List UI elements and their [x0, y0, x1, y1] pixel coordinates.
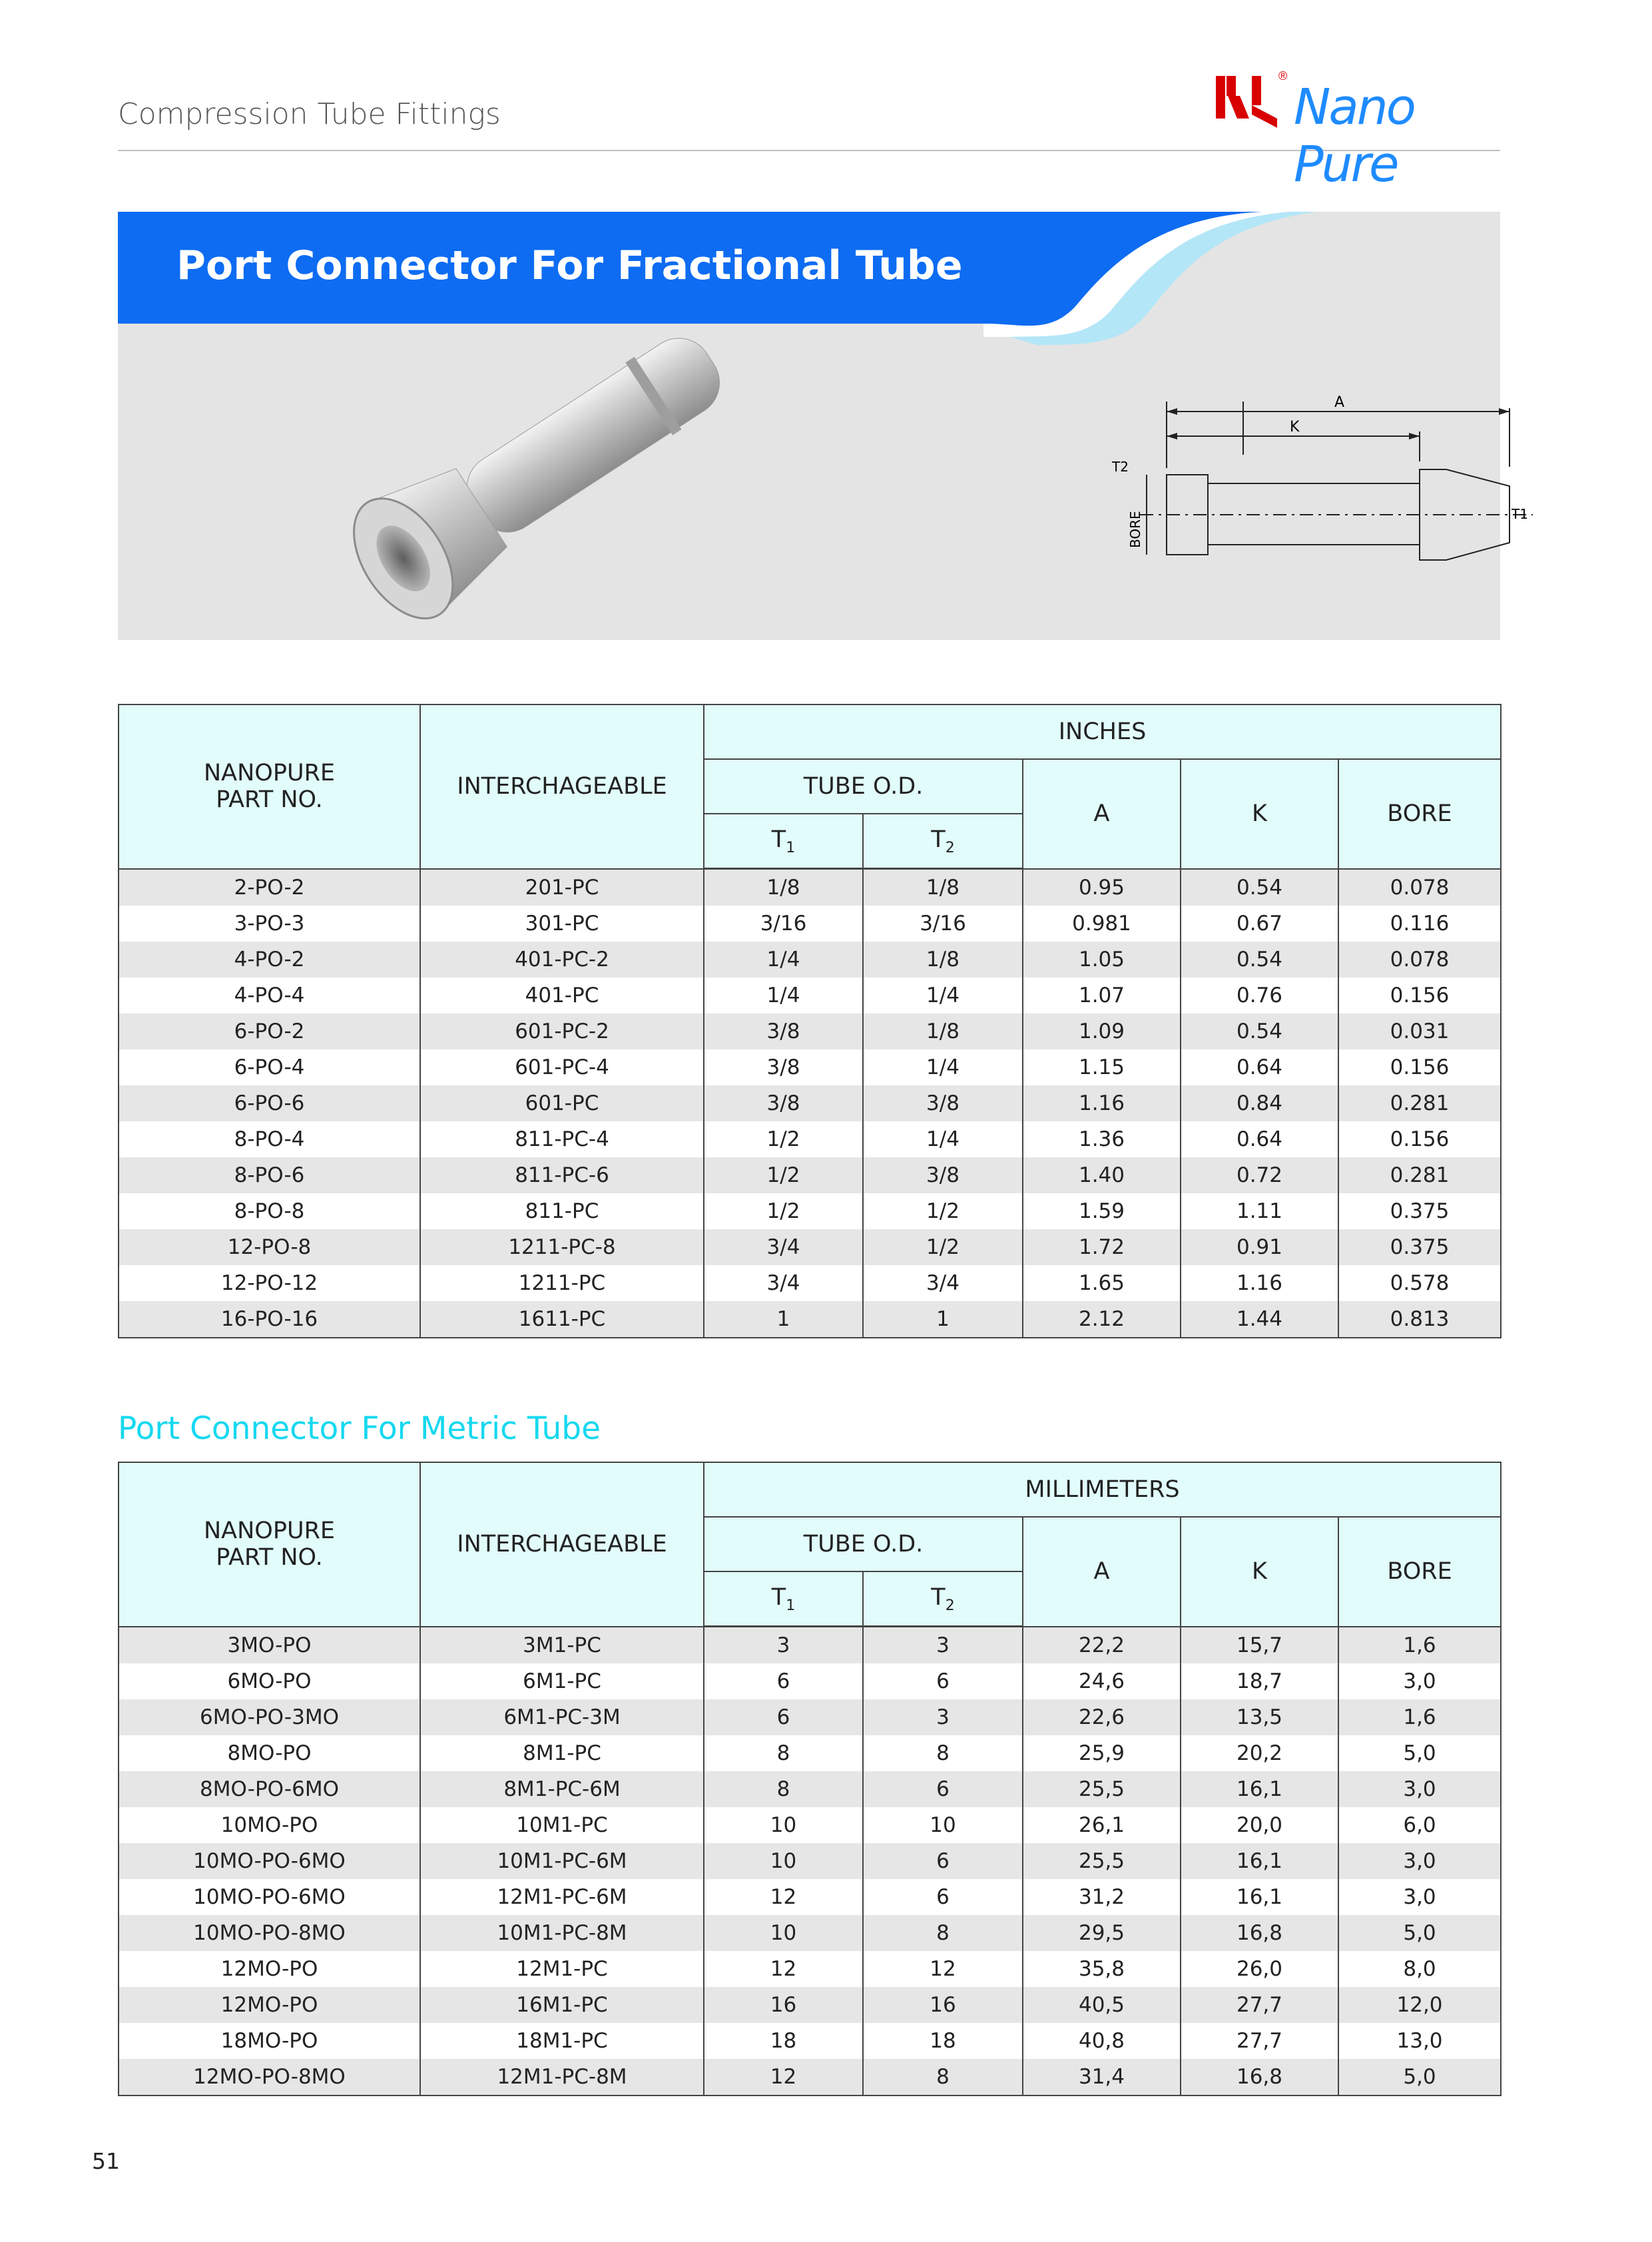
table-row: [119, 1807, 1501, 1843]
part-no-cell: 6MO-PO-3MO: [119, 1699, 420, 1735]
k-cell: 1.11: [1181, 1193, 1338, 1229]
col-header-units: MILLIMETERS: [704, 1462, 1501, 1517]
banner-title: Port Connector For Fractional Tube: [176, 242, 963, 289]
interchangeable-cell: 811-PC: [420, 1193, 704, 1229]
a-cell: 1.72: [1023, 1229, 1181, 1265]
table-row: [119, 1265, 1501, 1301]
bore-cell: 3,0: [1338, 1663, 1501, 1699]
part-no-cell: 4-PO-4: [119, 978, 420, 1013]
k-cell: 0.91: [1181, 1229, 1338, 1265]
t2-cell: 1/2: [863, 1229, 1023, 1265]
col-header-part-no: NANOPURE PART NO.: [119, 704, 420, 869]
a-cell: 25,5: [1023, 1843, 1181, 1879]
interchangeable-cell: 1211-PC: [420, 1265, 704, 1301]
table-row: [119, 1085, 1501, 1121]
brand-name: Nano Pure: [1294, 79, 1414, 193]
t2-cell: 8: [863, 1735, 1023, 1771]
bore-cell: 8,0: [1338, 1951, 1501, 1987]
t2-cell: 3: [863, 1699, 1023, 1735]
k-cell: 20,2: [1181, 1735, 1338, 1771]
bore-cell: 3,0: [1338, 1879, 1501, 1915]
interchangeable-cell: 811-PC-6: [420, 1157, 704, 1193]
a-cell: 31,2: [1023, 1879, 1181, 1915]
bore-cell: 12,0: [1338, 1987, 1501, 2023]
interchangeable-cell: 601-PC: [420, 1085, 704, 1121]
table-row: [119, 1013, 1501, 1049]
label-k: K: [1290, 419, 1300, 435]
bore-cell: 0.813: [1338, 1301, 1501, 1338]
interchangeable-cell: 12M1-PC: [420, 1951, 704, 1987]
t1-cell: 12: [704, 1879, 863, 1915]
k-cell: 0.67: [1181, 906, 1338, 942]
interchangeable-cell: 16M1-PC: [420, 1987, 704, 2023]
bore-cell: 0.281: [1338, 1157, 1501, 1193]
interchangeable-cell: 6M1-PC: [420, 1663, 704, 1699]
a-cell: 25,9: [1023, 1735, 1181, 1771]
label-t1: T1: [1512, 506, 1528, 522]
part-no-cell: 10MO-PO-6MO: [119, 1879, 420, 1915]
header-divider: [118, 150, 1500, 151]
table-row: [119, 2059, 1501, 2096]
table-row: [119, 869, 1501, 906]
t1-cell: 12: [704, 2059, 863, 2096]
table-row: [119, 1735, 1501, 1771]
bore-cell: 0.031: [1338, 1013, 1501, 1049]
brand-logo: [1212, 67, 1505, 193]
bore-cell: 0.116: [1338, 906, 1501, 942]
t2-cell: 3/8: [863, 1157, 1023, 1193]
part-no-cell: 3-PO-3: [119, 906, 420, 942]
t1-cell: 16: [704, 1987, 863, 2023]
interchangeable-cell: 601-PC-2: [420, 1013, 704, 1049]
t2-cell: 1/8: [863, 1013, 1023, 1049]
document-header-title: Compression Tube Fittings: [118, 97, 501, 131]
table-row: [119, 978, 1501, 1013]
metric-spec-table: [118, 1462, 1502, 2096]
a-cell: 22,2: [1023, 1627, 1181, 1664]
t1-cell: 3/4: [704, 1265, 863, 1301]
t2-cell: 1/4: [863, 1049, 1023, 1085]
a-cell: 0.95: [1023, 869, 1181, 906]
t1-cell: 6: [704, 1699, 863, 1735]
t1-cell: 3/16: [704, 906, 863, 942]
a-cell: 1.36: [1023, 1121, 1181, 1157]
a-cell: 29,5: [1023, 1915, 1181, 1951]
part-no-cell: 10MO-PO: [119, 1807, 420, 1843]
a-cell: 31,4: [1023, 2059, 1181, 2096]
t1-cell: 10: [704, 1915, 863, 1951]
col-header-bore: BORE: [1338, 1517, 1501, 1627]
t2-cell: 12: [863, 1951, 1023, 1987]
k-cell: 27,7: [1181, 2023, 1338, 2059]
part-no-cell: 8-PO-4: [119, 1121, 420, 1157]
k-cell: 0.64: [1181, 1049, 1338, 1085]
t1-cell: 12: [704, 1951, 863, 1987]
table-row: [119, 1879, 1501, 1915]
interchangeable-cell: 10M1-PC-8M: [420, 1915, 704, 1951]
k-cell: 0.76: [1181, 978, 1338, 1013]
dimension-drawing: [1047, 394, 1528, 595]
t1-cell: 1/4: [704, 978, 863, 1013]
bore-cell: 0.078: [1338, 869, 1501, 906]
part-no-cell: 2-PO-2: [119, 869, 420, 906]
col-header-k: K: [1181, 759, 1338, 869]
interchangeable-cell: 301-PC: [420, 906, 704, 942]
bore-cell: 0.578: [1338, 1265, 1501, 1301]
part-no-cell: 10MO-PO-6MO: [119, 1843, 420, 1879]
table-row: [119, 1771, 1501, 1807]
a-cell: 1.15: [1023, 1049, 1181, 1085]
table-row: [119, 1627, 1501, 1664]
a-cell: 1.65: [1023, 1265, 1181, 1301]
col-header-part-no: NANOPURE PART NO.: [119, 1462, 420, 1627]
col-header-a: A: [1023, 1517, 1181, 1627]
col-header-interchangeable: INTERCHAGEABLE: [420, 1462, 704, 1627]
col-header-t2: $T_2$: [863, 814, 1023, 869]
t2-cell: 3/4: [863, 1265, 1023, 1301]
k-cell: 27,7: [1181, 1987, 1338, 2023]
t1-cell: 1/2: [704, 1121, 863, 1157]
t2-cell: 1/8: [863, 942, 1023, 978]
k-cell: 16,1: [1181, 1879, 1338, 1915]
part-no-cell: 12-PO-12: [119, 1265, 420, 1301]
table-row: [119, 1699, 1501, 1735]
k-cell: 16,1: [1181, 1771, 1338, 1807]
interchangeable-cell: 8M1-PC: [420, 1735, 704, 1771]
part-no-cell: 6MO-PO: [119, 1663, 420, 1699]
col-header-bore: BORE: [1338, 759, 1501, 869]
table-row: [119, 1121, 1501, 1157]
t1-cell: 8: [704, 1735, 863, 1771]
label-bore: BORE: [1127, 511, 1143, 548]
t1-cell: 6: [704, 1663, 863, 1699]
product-photo: [298, 338, 777, 605]
t2-cell: 6: [863, 1843, 1023, 1879]
t1-cell: 10: [704, 1843, 863, 1879]
t2-cell: 1: [863, 1301, 1023, 1338]
interchangeable-cell: 1611-PC: [420, 1301, 704, 1338]
t2-cell: 6: [863, 1663, 1023, 1699]
a-cell: 22,6: [1023, 1699, 1181, 1735]
part-no-cell: 3MO-PO: [119, 1627, 420, 1664]
part-no-cell: 10MO-PO-8MO: [119, 1915, 420, 1951]
bore-cell: 1,6: [1338, 1699, 1501, 1735]
k-cell: 18,7: [1181, 1663, 1338, 1699]
k-cell: 0.54: [1181, 942, 1338, 978]
t2-cell: 1/8: [863, 869, 1023, 906]
label-a: A: [1334, 394, 1345, 411]
bore-cell: 0.156: [1338, 978, 1501, 1013]
bore-cell: 0.078: [1338, 942, 1501, 978]
t1-cell: 3/8: [704, 1013, 863, 1049]
t1-cell: 1: [704, 1301, 863, 1338]
a-cell: 0.981: [1023, 906, 1181, 942]
t1-cell: 3: [704, 1627, 863, 1664]
t2-cell: 8: [863, 1915, 1023, 1951]
table-row: [119, 1229, 1501, 1265]
t2-cell: 18: [863, 2023, 1023, 2059]
table-row: [119, 1663, 1501, 1699]
part-no-cell: 4-PO-2: [119, 942, 420, 978]
col-header-a: A: [1023, 759, 1181, 869]
interchangeable-cell: 811-PC-4: [420, 1121, 704, 1157]
col-header-t2: $T_2$: [863, 1571, 1023, 1627]
t1-cell: 3/4: [704, 1229, 863, 1265]
a-cell: 25,5: [1023, 1771, 1181, 1807]
t2-cell: 1/2: [863, 1193, 1023, 1229]
part-no-cell: 12MO-PO-8MO: [119, 2059, 420, 2096]
registered-mark: ®: [1278, 69, 1288, 83]
col-header-interchangeable: INTERCHAGEABLE: [420, 704, 704, 869]
t2-cell: 3/8: [863, 1085, 1023, 1121]
t2-cell: 8: [863, 2059, 1023, 2096]
t2-cell: 3/16: [863, 906, 1023, 942]
k-cell: 13,5: [1181, 1699, 1338, 1735]
interchangeable-cell: 6M1-PC-3M: [420, 1699, 704, 1735]
col-header-tube-od: TUBE O.D.: [704, 1517, 1023, 1571]
k-cell: 0.54: [1181, 1013, 1338, 1049]
t2-cell: 16: [863, 1987, 1023, 2023]
k-cell: 15,7: [1181, 1627, 1338, 1664]
interchangeable-cell: 401-PC-2: [420, 942, 704, 978]
bore-cell: 13,0: [1338, 2023, 1501, 2059]
k-cell: 16,8: [1181, 1915, 1338, 1951]
product-banner: [118, 212, 1528, 640]
part-no-cell: 8MO-PO: [119, 1735, 420, 1771]
k-cell: 0.64: [1181, 1121, 1338, 1157]
k-cell: 16,1: [1181, 1843, 1338, 1879]
interchangeable-cell: 10M1-PC-6M: [420, 1843, 704, 1879]
interchangeable-cell: 12M1-PC-6M: [420, 1879, 704, 1915]
t2-cell: 1/4: [863, 978, 1023, 1013]
table-row: [119, 1843, 1501, 1879]
t1-cell: 18: [704, 2023, 863, 2059]
t2-cell: 6: [863, 1771, 1023, 1807]
interchangeable-cell: 18M1-PC: [420, 2023, 704, 2059]
interchangeable-cell: 10M1-PC: [420, 1807, 704, 1843]
col-header-t1: $T_1$: [704, 1571, 863, 1627]
t1-cell: 8: [704, 1771, 863, 1807]
bore-cell: 5,0: [1338, 1735, 1501, 1771]
interchangeable-cell: 601-PC-4: [420, 1049, 704, 1085]
table-row: [119, 1157, 1501, 1193]
a-cell: 1.09: [1023, 1013, 1181, 1049]
table-row: [119, 1915, 1501, 1951]
bore-cell: 0.375: [1338, 1229, 1501, 1265]
part-no-cell: 8MO-PO-6MO: [119, 1771, 420, 1807]
t1-cell: 1/8: [704, 869, 863, 906]
bore-cell: 0.156: [1338, 1049, 1501, 1085]
bore-cell: 5,0: [1338, 2059, 1501, 2096]
part-no-cell: 8-PO-8: [119, 1193, 420, 1229]
t2-cell: 3: [863, 1627, 1023, 1664]
a-cell: 35,8: [1023, 1951, 1181, 1987]
col-header-tube-od: TUBE O.D.: [704, 759, 1023, 814]
t2-cell: 6: [863, 1879, 1023, 1915]
part-no-cell: 12-PO-8: [119, 1229, 420, 1265]
table-row: [119, 1301, 1501, 1338]
part-no-cell: 12MO-PO: [119, 1987, 420, 2023]
bore-cell: 3,0: [1338, 1843, 1501, 1879]
k-cell: 1.16: [1181, 1265, 1338, 1301]
col-header-t1: $T_1$: [704, 814, 863, 869]
part-no-cell: 12MO-PO: [119, 1951, 420, 1987]
a-cell: 1.16: [1023, 1085, 1181, 1121]
bore-cell: 1,6: [1338, 1627, 1501, 1664]
k-cell: 26,0: [1181, 1951, 1338, 1987]
table-row: [119, 1193, 1501, 1229]
table-row: [119, 2023, 1501, 2059]
bore-cell: 5,0: [1338, 1915, 1501, 1951]
a-cell: 1.40: [1023, 1157, 1181, 1193]
bore-cell: 0.375: [1338, 1193, 1501, 1229]
table-row: [119, 1987, 1501, 2023]
bore-cell: 0.156: [1338, 1121, 1501, 1157]
interchangeable-cell: 1211-PC-8: [420, 1229, 704, 1265]
a-cell: 40,8: [1023, 2023, 1181, 2059]
a-cell: 26,1: [1023, 1807, 1181, 1843]
part-no-cell: 8-PO-6: [119, 1157, 420, 1193]
bore-cell: 6,0: [1338, 1807, 1501, 1843]
label-t2: T2: [1112, 459, 1129, 475]
k-cell: 0.54: [1181, 869, 1338, 906]
fractional-spec-table: [118, 704, 1502, 1338]
table-row: [119, 942, 1501, 978]
t1-cell: 10: [704, 1807, 863, 1843]
interchangeable-cell: 3M1-PC: [420, 1627, 704, 1664]
t1-cell: 1/2: [704, 1157, 863, 1193]
col-header-units: INCHES: [704, 704, 1501, 759]
a-cell: 1.05: [1023, 942, 1181, 978]
a-cell: 1.59: [1023, 1193, 1181, 1229]
part-no-cell: 18MO-PO: [119, 2023, 420, 2059]
col-header-k: K: [1181, 1517, 1338, 1627]
k-cell: 16,8: [1181, 2059, 1338, 2096]
k-cell: 0.72: [1181, 1157, 1338, 1193]
k-cell: 1.44: [1181, 1301, 1338, 1338]
interchangeable-cell: 12M1-PC-8M: [420, 2059, 704, 2096]
table-row: [119, 906, 1501, 942]
t2-cell: 1/4: [863, 1121, 1023, 1157]
t1-cell: 3/8: [704, 1049, 863, 1085]
a-cell: 1.07: [1023, 978, 1181, 1013]
t2-cell: 10: [863, 1807, 1023, 1843]
table-row: [119, 1951, 1501, 1987]
t1-cell: 1/4: [704, 942, 863, 978]
section-title-metric: Port Connector For Metric Tube: [118, 1410, 601, 1447]
part-no-cell: 6-PO-4: [119, 1049, 420, 1085]
a-cell: 40,5: [1023, 1987, 1181, 2023]
a-cell: 24,6: [1023, 1663, 1181, 1699]
interchangeable-cell: 401-PC: [420, 978, 704, 1013]
page-number: 51: [92, 2148, 120, 2174]
t1-cell: 3/8: [704, 1085, 863, 1121]
interchangeable-cell: 8M1-PC-6M: [420, 1771, 704, 1807]
bore-cell: 0.281: [1338, 1085, 1501, 1121]
k-cell: 0.84: [1181, 1085, 1338, 1121]
part-no-cell: 6-PO-2: [119, 1013, 420, 1049]
part-no-cell: 6-PO-6: [119, 1085, 420, 1121]
part-no-cell: 16-PO-16: [119, 1301, 420, 1338]
t1-cell: 1/2: [704, 1193, 863, 1229]
k-cell: 20,0: [1181, 1807, 1338, 1843]
table-row: [119, 1049, 1501, 1085]
a-cell: 2.12: [1023, 1301, 1181, 1338]
bore-cell: 3,0: [1338, 1771, 1501, 1807]
interchangeable-cell: 201-PC: [420, 869, 704, 906]
